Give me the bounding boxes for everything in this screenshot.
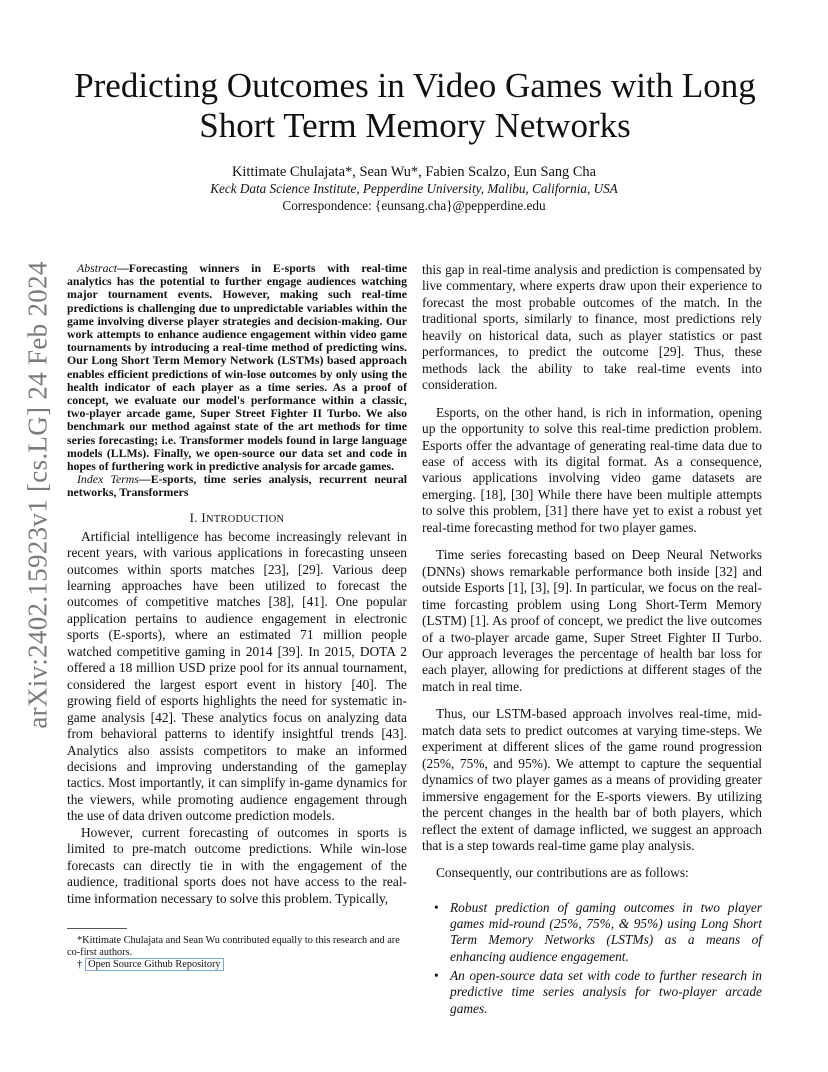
- index-terms-lead: Index Terms: [77, 472, 139, 487]
- paper-title: Predicting Outcomes in Video Games with Long Short Term Memory Networks: [74, 66, 756, 145]
- contribution-item: • An open-source data set with code to further research in predictive time series analysis for two-player arcade games.: [434, 968, 762, 1016]
- affiliation: Keck Data Science Institute, Pepperdine University, Malibu, California, USA: [210, 181, 618, 196]
- index-terms: [67, 473, 407, 499]
- contributions-intro: Consequently, our contributions are as follows:: [436, 865, 689, 881]
- arxiv-side-stamp: [22, 261, 54, 729]
- intro-paragraph-1: Artificial intelligence has become increasingly relevant in recent years, with various applications in forecasting unseen outcomes within sports matches [23], [29]. Various deep learning approaches have been utilized to forecast the outcomes of competitive matches [38], [41]. One popular application pertains to audience engagement in electronic sports (E-sports), where an estimated 71 million people watched competitive gaming in 2014 [39]. In 2015, DOTA 2 offered a 18 million USD prize pool for its annual tournament, considered the largest esport event in history [40]. The growing field of esports highlights the need for systematic in-game analysis [42]. These analytics focus on analyzing data from behavioral patterns to identify insightful trends [43]. Analytics also assists competitors to make an informed decisions and improving understanding of the gameplay tactics. Most importantly, it can simplify in-game dynamics for the viewers, while promoting audience engagement through the use of data driven outcome prediction models.: [67, 528, 407, 824]
- footnote-rule: [67, 928, 127, 929]
- dagger-mark: †: [77, 959, 83, 970]
- abstract-text: —Forecasting winners in E-sports with real-time analytics has the potential to further engage audiences watching major tournament events. However, making such real-time predictions is challenging due to unpredictable variables within the game involving diverse player strategies and decision-making. Our work attempts to enhance audience engagement within video game tournaments by introducing a real-time method of predicting wins. Our Long Short Term Memory Network (LSTMs) based approach enables efficient predictions of win-lose outcomes by only using the health indicator of each player as a time series. As a proof of concept, we evaluate our model's performance within a classic, two-player arcade game, Super Street Fighter II Turbo. We also benchmark our method against state of the art methods for time series forecasting; i.e. Transformer models found in large language models (LLMs). Finally, we open-source our data set and code in hopes of furthering work in predictive analysis for arcade games.: [67, 261, 407, 474]
- footnote-repository: [77, 959, 224, 970]
- left-column: [67, 262, 407, 907]
- abstract-lead: Abstract: [77, 261, 117, 275]
- intro-paragraph-5: Time series forecasting based on Deep Neural Networks (DNNs) shows remarkable performance both inside [32] and outside Esports [1], [3], [9]. In particular, we focus on the real-time forcasting problem using Long Short-Term Memory (LSTM) [1]. As proof of concept, we predict the live outcomes of a two-player arcade game, Super Street Fighter II Turbo. Our approach leverages the percentage of health bar loss for each player, allowing for predictions at different stages of the match in real time.: [422, 547, 762, 694]
- section-heading-introduction: I. INTRODUCTION: [189, 509, 285, 525]
- correspondence-email: Correspondence: {eunsang.cha}@pepperdine.edu: [282, 198, 546, 213]
- intro-paragraph-6: Thus, our LSTM-based approach involves real-time, mid-match data sets to predict outcomes at varying time-steps. We experiment at different slices of the game round progression (25%, 75%, and 95%). We attempt to capture the sequential dynamics of two player games as a means of providing greater immersive engagement for the E-sports viewers. By utilizing the percent changes in the health bar of both players, which reflect the extent of damage inflicted, we suggest an approach that is a step towards real-time game play analysis.: [422, 706, 762, 853]
- intro-paragraph-2: However, current forecasting of outcomes in sports is limited to pre-match outcome predictions. While win-lose forecasts can directly tie in with the engagement of the audience, traditional sports does not have access to the real-time information necessary to solve this problem. Typically,: [67, 824, 407, 906]
- abstract: [67, 262, 407, 473]
- contribution-item: • Robust prediction of gaming outcomes in two player games mid-round (25%, 75%, & 95%) using Long Short Term Memory Networks (LSTMs) as a means of enhancing audience engagement.: [434, 899, 762, 964]
- intro-paragraph-4: Esports, on the other hand, is rich in information, opening up the opportunity to solve this real-time prediction problem. Esports offer the advantage of generating real-time data due to ease of access with its digital format. As a consequence, various applications involving video game datasets are emerging. [18], [30] While there have been multiple attempts to solve this problem, [31] there have yet to exist a robust yet real-time forecasting method for two player games.: [422, 404, 762, 535]
- bullet-icon: •: [434, 899, 439, 915]
- index-terms-text: —E-sports, time series analysis, recurrent neural networks, Transformers: [67, 472, 407, 500]
- intro-paragraph-3: this gap in real-time analysis and prediction is compensated by live commentary, where experts draw upon their experience to forecast the most probable outcomes of the match. In the traditional sports, similarly to finance, most predictions rely heavily on historical data, such as player statistics or past performances, to predict the outcome [29]. Thus, these methods lack the ability to take real-time events into consideration.: [422, 262, 762, 393]
- right-column: [422, 262, 762, 1020]
- contributions-list: [422, 900, 762, 1017]
- arxiv-identifier: arXiv:2402.15923v1 [cs.LG] 24 Feb 2024: [22, 261, 53, 729]
- footnote-equal-contribution: *Kittimate Chulajata and Sean Wu contributed equally to this research and are co-first authors.: [67, 935, 400, 959]
- author-list: Kittimate Chulajata*, Sean Wu*, Fabien Scalzo, Eun Sang Cha: [231, 164, 597, 180]
- bullet-icon: •: [434, 968, 439, 984]
- github-repository-link[interactable]: Open Source Github Repository: [85, 958, 223, 971]
